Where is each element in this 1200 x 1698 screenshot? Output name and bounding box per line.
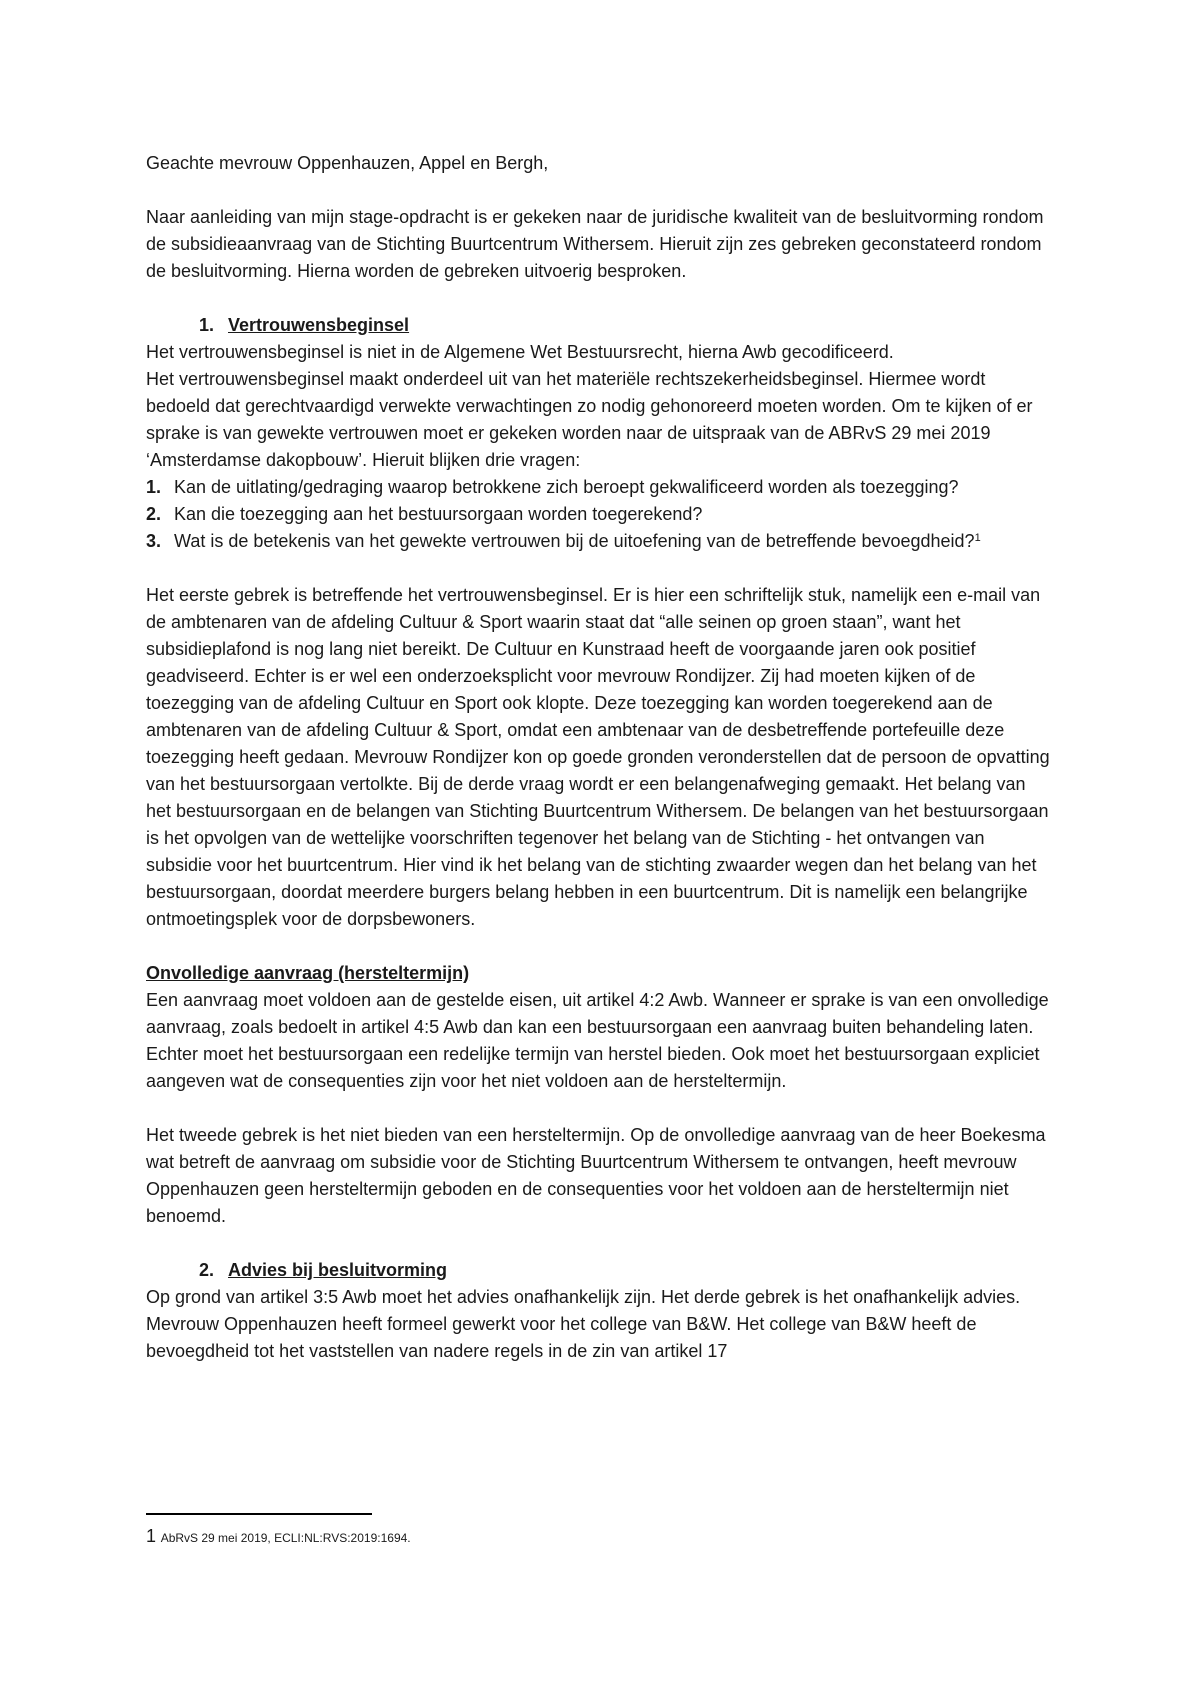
list-item: [146, 528, 1050, 555]
list-item: [146, 501, 1050, 528]
footnote-reference[interactable]: 1: [974, 532, 981, 544]
section-incomplete-body: Een aanvraag moet voldoen aan de gestelde eisen, uit artikel 4:2 Awb. Wanneer er sprake is van een onvolledige aanvraag, zoals bedoelt in artikel 4:5 Awb dan kan een bestuursorgaan een aanvraag buiten behandeling laten. Echter moet het bestuursorgaan een redelijke termijn van herstel bieden. Ook moet het bestuursorgaan expliciet aangeven wat de consequenties zijn voor het niet voldoen aan de hersteltermijn.: [146, 990, 1049, 1091]
salutation: Geachte mevrouw Oppenhauzen, Appel en Bergh,: [146, 153, 549, 173]
question-list: [146, 474, 1050, 555]
question-text-wrapper: [174, 528, 1050, 555]
question-text: Kan de uitlating/gedraging waarop betrokkene zich beroept gekwalificeerd worden als toezegging?: [174, 477, 959, 497]
question-text: Wat is de betekenis van het gewekte vertrouwen bij de uitoefening van de betreffende bevoegdheid?: [174, 531, 975, 551]
section-1-number: 1.: [198, 315, 214, 335]
section-1-analysis: Het eerste gebrek is betreffende het vertrouwensbeginsel. Er is hier een schriftelijk stuk, namelijk een e-mail van de ambtenaren van de afdeling Cultuur & Sport waarin staat dat “alle seinen op groen staan”, want het subsidieplafond is nog lang niet bereikt. De Cultuur en Kunstraad heeft de voorgaande jaren ook positief geadviseerd. Echter is er wel een onderzoeksplicht voor mevrouw Rondijzer. Zij had moeten kijken of de toezegging van de afdeling Cultuur en Sport ook klopte. Deze toezegging kan worden toegerekend aan de ambtenaren van de afdeling Cultuur & Sport, omdat een ambtenaar van de desbetreffende portefeuille deze toezegging heeft gedaan. Mevrouw Rondijzer kon op goede gronden veronderstellen dat de persoon de opvatting van het bestuursorgaan vertolkte. Bij de derde vraag wordt er een belangenafweging gemaakt. Het belang van het bestuursorgaan en de belangen van Stichting Buurtcentrum Withersem. De belangen van het bestuursorgaan is het opvolgen van de wettelijke voorschriften tegenover het belang van de Stichting - het ontvangen van subsidie voor het buurtcentrum. Hier vind ik het belang van de stichting zwaarder wegen dan het belang van het bestuursorgaan, doordat meerdere burgers belang hebben in een buurtcentrum. Dit is namelijk een belangrijke ontmoetingsplek voor de dorpsbewoners.: [146, 585, 1050, 929]
section-2-title: Advies bij besluitvorming: [228, 1260, 448, 1280]
footnote: [146, 1528, 411, 1546]
section-1-title: Vertrouwensbeginsel: [228, 315, 410, 335]
question-number: 2.: [146, 504, 162, 524]
footnote-separator: [146, 1513, 372, 1515]
question-text: Kan die toezegging aan het bestuursorgaan worden toegerekend?: [174, 504, 703, 524]
intro-paragraph: Naar aanleiding van mijn stage-opdracht is er gekeken naar de juridische kwaliteit van de besluitvorming rondom de subsidieaanvraag van de Stichting Buurtcentrum Withersem. Hieruit zijn zes gebreken geconstateerd rondom de besluitvorming. Hierna worden de gebreken uitvoerig besproken.: [146, 207, 1044, 281]
section-2-heading: [146, 1257, 1050, 1284]
list-item: [146, 474, 1050, 501]
section-incomplete-analysis: Het tweede gebrek is het niet bieden van een hersteltermijn. Op de onvolledige aanvraag van de heer Boekesma wat betreft de aanvraag om subsidie voor de Stichting Buurtcentrum Withersem te ontvangen, heeft mevrouw Oppenhauzen geen hersteltermijn geboden en de consequenties voor het voldoen aan de hersteltermijn niet benoemd.: [146, 1125, 1046, 1226]
footnote-number: 1: [146, 1526, 157, 1546]
question-number: 1.: [146, 477, 162, 497]
section-2-body: Op grond van artikel 3:5 Awb moet het advies onafhankelijk zijn. Het derde gebrek is het onafhankelijk advies. Mevrouw Oppenhauzen heeft formeel gewerkt voor het college van B&W. Het college van B&W heeft de bevoegdheid tot het vaststellen van nadere regels in de zin van artikel 17: [146, 1287, 1021, 1361]
section-1-line-2: Het vertrouwensbeginsel maakt onderdeel uit van het materiële rechtszekerheidsbeginsel. Hiermee wordt bedoeld dat gerechtvaardigd verwekte verwachtingen zo nodig gehonoreerd moeten worden. Om te kijken of er sprake is van gewekte vertrouwen moet er gekeken worden naar de uitspraak van de ABRvS 29 mei 2019 ‘Amsterdamse dakopbouw’. Hieruit blijken drie vragen:: [146, 369, 1033, 470]
section-2-number: 2.: [198, 1260, 214, 1280]
section-incomplete-title: Onvolledige aanvraag (hersteltermijn): [146, 963, 470, 983]
section-1-line-1: Het vertrouwensbeginsel is niet in de Algemene Wet Bestuursrecht, hierna Awb gecodificeerd.: [146, 342, 894, 362]
footnote-text: AbRvS 29 mei 2019, ECLI:NL:RVS:2019:1694.: [160, 1531, 411, 1545]
section-1-heading: [146, 312, 1050, 339]
question-number: 3.: [146, 531, 162, 551]
